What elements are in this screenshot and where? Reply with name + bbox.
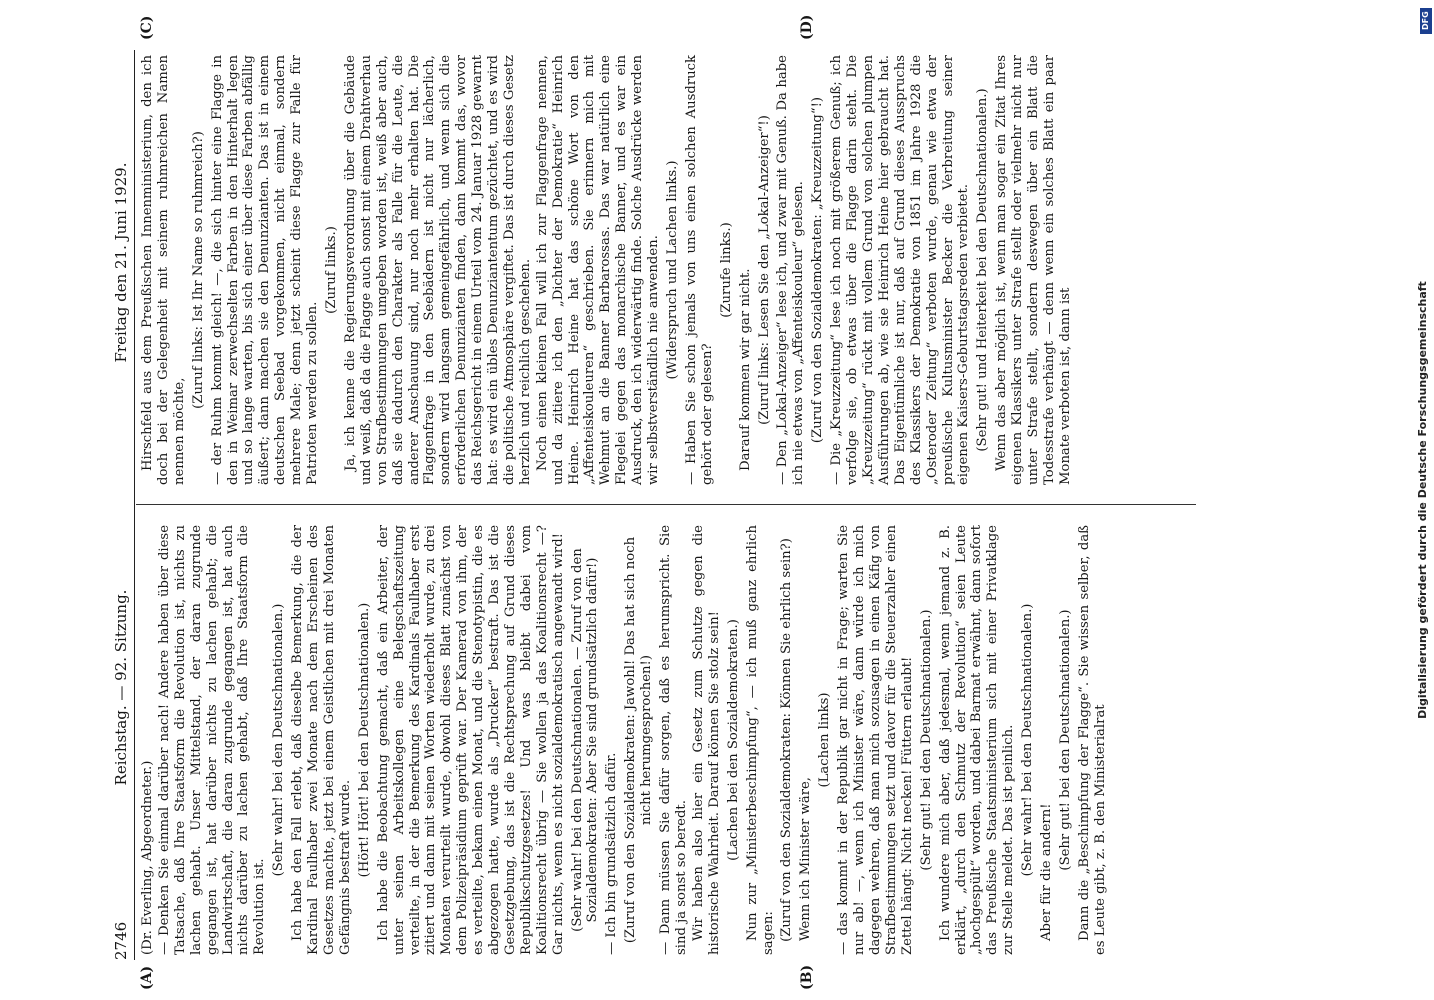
paragraph: — Denken Sie einmal darüber nach! Andere haben über diese Tatsache, daß Ihre Staatsform die Revolution ist, nichts zu lachen gehabt. Unser Mittelstand, der daran zugrunde gegangen ist, hat darüber nichts zu lachen gehabt; die Landwirtschaft, die daran zugrunde gegangen ist, hat auch nichts darüber zu lachen gehabt, daß Ihre Staatsform die Revolution ist. — [156, 525, 268, 955]
right-column — [140, 55, 1075, 485]
dfg-logo-icon: DFG — [1420, 8, 1432, 34]
paragraph: (Zuruf links: Ist Ihr Name so ruhmreich?) — [190, 131, 206, 409]
paragraph: (Widerspruch und Lachen links.) — [665, 160, 680, 380]
paragraph: Ich habe den Fall erlebt, daß dieselbe Bemerkung, die der Kardinal Faulhaber zwei Monate nach dem Erscheinen des Gesetzes machte, jetzt bei einem Geistlichen mit drei Monaten Gefängnis bestraft wurde. — [290, 525, 353, 955]
paragraph: — Ich bin grundsätzlich dafür. — [604, 752, 620, 955]
paragraph: (Sehr wahr! bei den Deutschnationalen.) — [1020, 603, 1036, 877]
paragraph: Ich habe die Beobachtung gemacht, daß ein Arbeiter, der unter seinen Arbeitskollegen eine Belegschaftszeitung verteilte, in der die Bemerkung des Kardinals Faulhaber erst zitiert und dann mit seinen Worten wiederholt wurde, zu drei Monaten verurteilt wurde, obwohl dieses Blatt zunächst von dem Polizeipräsidium geprüft war. Der Kamerad von ihm, der es verteilte, bekam einen Monat, und die Stenotypistin, die es abgezogen hatte, wurde als „Drucker“ bestraft. Das ist die Gesetzgebung, das ist die Rechtsprechung auf Grund dieses Republikschutzgesetzes! Und was bleibt dabei vom Koalitionsrecht übrig — Sie wollen ja das Koalitionsrecht —? Gar nichts, wenn es nicht sozialdemokratisch angewandt wird! — [375, 525, 566, 955]
paragraph: (Sehr gut! bei den Deutschnationalen.) — [918, 609, 934, 871]
margin-marker-d: (D) — [799, 14, 815, 40]
paragraph: Wenn ich Minister wäre, — [798, 777, 814, 941]
paragraph: Dann die „Beschimpfung der Flagge“. Sie wissen selber, daß es Leute gibt, z. B. den Ministerialrat — [1076, 525, 1108, 955]
paragraph: (Zuruf von den Sozialdemokraten: „Kreuzzeitung“!) — [810, 96, 826, 444]
column-divider — [136, 504, 1196, 505]
page-header — [100, 50, 130, 960]
paragraph: (Dr. Everling, Abgeordneter.) — [140, 760, 155, 955]
paragraph: — das kommt in der Republik gar nicht in Frage; warten Sie nur ab! —, wenn ich Minister wäre, dann würde ich mich dagegen wehren, daß man mich sozusagen in einen Käfig von Strafbestimmungen setzt und davor für die Steuerzahler einen Zettel hängt: Nicht necken! Füttern erlaubt! — [836, 525, 915, 955]
paragraph: (Lachen bei den Sozialdemokraten.) — [725, 619, 741, 861]
paragraph: — Den „Lokal-Anzeiger“ lese ich, und zwar mit Genuß. Da habe ich nie etwas von „Affenteiskouleur“ gelesen. — [775, 55, 807, 485]
sidebar-credit: Digitalisierung gefördert durch die Deutsche Forschungsgemeinschaft — [1416, 281, 1429, 719]
paragraph: Ja, ich kenne die Regierungsverordnung über die Gebäude und weiß, daß da die Flagge auch sonst mit einem Drahtverhau von Strafbestimmungen umgeben worden ist, weiß aber auch, daß sie dadurch den Charakter als Falle für die Leute, die anderer Anschauung sind, nur noch mehr erhalten hat. Die Flaggenfrage in den Seebädern ist nicht nur lächerlich, sondern wird langsam gemeingefährlich, und wenn sich die erforderlichen Denunzianten finden, dann kommt das, wovor das Reichsgericht in einem Urteil vom 24. Januar 1928 gewarnt hat: es wird ein übles Denunziantentum gezüchtet, und es wird die politische Atmosphäre vergiftet. Das ist durch dieses Gesetz herzlich und reichlich geschehen. — [342, 55, 533, 485]
paragraph: (Sehr gut! und Heiterkeit bei den Deutschnationalen.) — [975, 88, 991, 452]
page-number: 2746 — [112, 921, 131, 960]
paragraph: Darauf kommen wir gar nicht. — [737, 268, 753, 471]
paragraph: (Zuruf links.) — [323, 226, 339, 314]
paragraph: — Dann müssen Sie dafür sorgen, daß es herumspricht. Sie sind ja sonst so beredt. — [658, 525, 689, 955]
paragraph: (Hört! Hört! bei den Deutschnationalen.) — [356, 602, 372, 878]
paragraph: — Die „Kreuzzeitung“ lese ich noch mit größerem Genuß; ich verfolge sie, ob etwas über die Flagge darin steht. Die „Kreuzzeitung“ rückt mit vollem Grund von solchen plumpen Ausführungen ab, wie sie Heinrich Heine hier gebraucht hat. Das Eigentümliche ist nur, daß auf Grund dieses Ausspruchs des Klassikers der Demokratie von 1851 im Jahre 1928 die „Osteroder Zeitung“ verboten wurde, genau wie etwa der preußische Kultusminister Becker die Verbreitung seiner eigenen Kaisers-Geburtstagsreden verbietet. — [829, 55, 972, 485]
paragraph: (Zurufe links.) — [718, 222, 734, 318]
paragraph: Wenn das aber möglich ist, wenn man sogar ein Zitat Ihres eigenen Klassikers unter Strafe stellt oder vielmehr nicht nur unter Strafe stellt, sondern deswegen über ein Blatt die Todesstrafe verhängt — denn wenn ein solches Blatt ein paar Monate verboten ist, dann ist — [994, 55, 1073, 485]
margin-marker-b: (B) — [799, 964, 815, 990]
paragraph: Hirschfeld aus dem Preußischen Innenministerium, den ich doch bei der Gelegenheit mit seinem ruhmreichen Namen nennen möchte, — [140, 55, 187, 485]
paragraph: (Zuruf von den Sozialdemokraten: Jawohl! Das hat sich noch nicht herumgesprochen!) — [623, 536, 655, 944]
paragraph: Aber für die andern! — [1039, 803, 1055, 941]
paragraph: — der Ruhm kommt gleich! —, die sich hinter eine Flagge in den in Weimar zerwechselten Farben in den Hinterhalt legen und so lange warten, bis sich einer über diese Farben abfällig äußert; dann machen sie den Denunzianten. Das ist in einem deutschen Seebad vorgekommen, nicht einmal, sondern mehrere Male; denn jetzt scheint diese Flagge zur Falle für Patrioten werden zu sollen. — [209, 55, 321, 485]
paragraph: (Sehr wahr! bei den Deutschnationalen. — Zuruf von den Sozialdemokraten: Aber Sie sind grundsätzlich dafür!) — [569, 548, 601, 932]
margin-marker-c: (C) — [139, 15, 155, 40]
paragraph: (Zuruf von den Sozialdemokraten: Können Sie ehrlich sein?) — [779, 538, 795, 942]
header-session: Reichstag. — 92. Sitzung. — [112, 589, 131, 786]
paragraph: Wir haben also hier ein Gesetz zum Schutze gegen die historische Wahrheit. Darauf können Sie stolz sein! — [690, 525, 722, 955]
paragraph: (Sehr wahr! bei den Deutschnationalen.) — [271, 603, 287, 877]
margin-marker-a: (A) — [139, 965, 155, 990]
paragraph: Ich wundere mich aber, daß jedesmal, wenn jemand z. B. erklärt, „durch den Schmutz der Revolution“ seien Leute „hochgespült“ worden, und dabei Barmat erwähnt, dann sofort das Preußische Staatsministerium sich mit einer Privatklage zur Stelle meldet. Das ist peinlich. — [937, 525, 1017, 955]
document-page — [100, 0, 1210, 1000]
digitization-sidebar — [1412, 0, 1434, 1000]
paragraph: (Zuruf links: Lesen Sie den „Lokal-Anzeiger“!) — [756, 115, 772, 425]
paragraph: (Lachen links) — [817, 692, 833, 788]
paragraph: Nun zur „Ministerbeschimpfung“, — ich muß ganz ehrlich sagen: — [744, 525, 776, 955]
paragraph: (Sehr gut! bei den Deutschnationalen.) — [1057, 609, 1073, 871]
paragraph: — Haben Sie schon jemals von uns einen solchen Ausdruck gehört oder gelesen? — [683, 55, 715, 485]
header-rule — [134, 50, 135, 960]
left-column — [140, 525, 1110, 955]
header-date: Freitag den 21. Juni 1929. — [112, 162, 131, 363]
paragraph: Noch einen kleinen Fall will ich zur Flaggenfrage nennen, und da zitiere ich den „Dichter der Demokratie“ Heinrich Heine. Heinrich Heine hat das schöne Wort von den „Affenteiskouleuren“ geschrieben. Sie erinnern mich mit Wehmut an die Banner Barbarossas. Das war natürlich eine Flegelei gegen das monarchische Banner, und es war ein Ausdruck, den ich widerwärtig finde. Solche Ausdrücke werden wir selbstverständlich nie anwenden. — [534, 55, 662, 485]
